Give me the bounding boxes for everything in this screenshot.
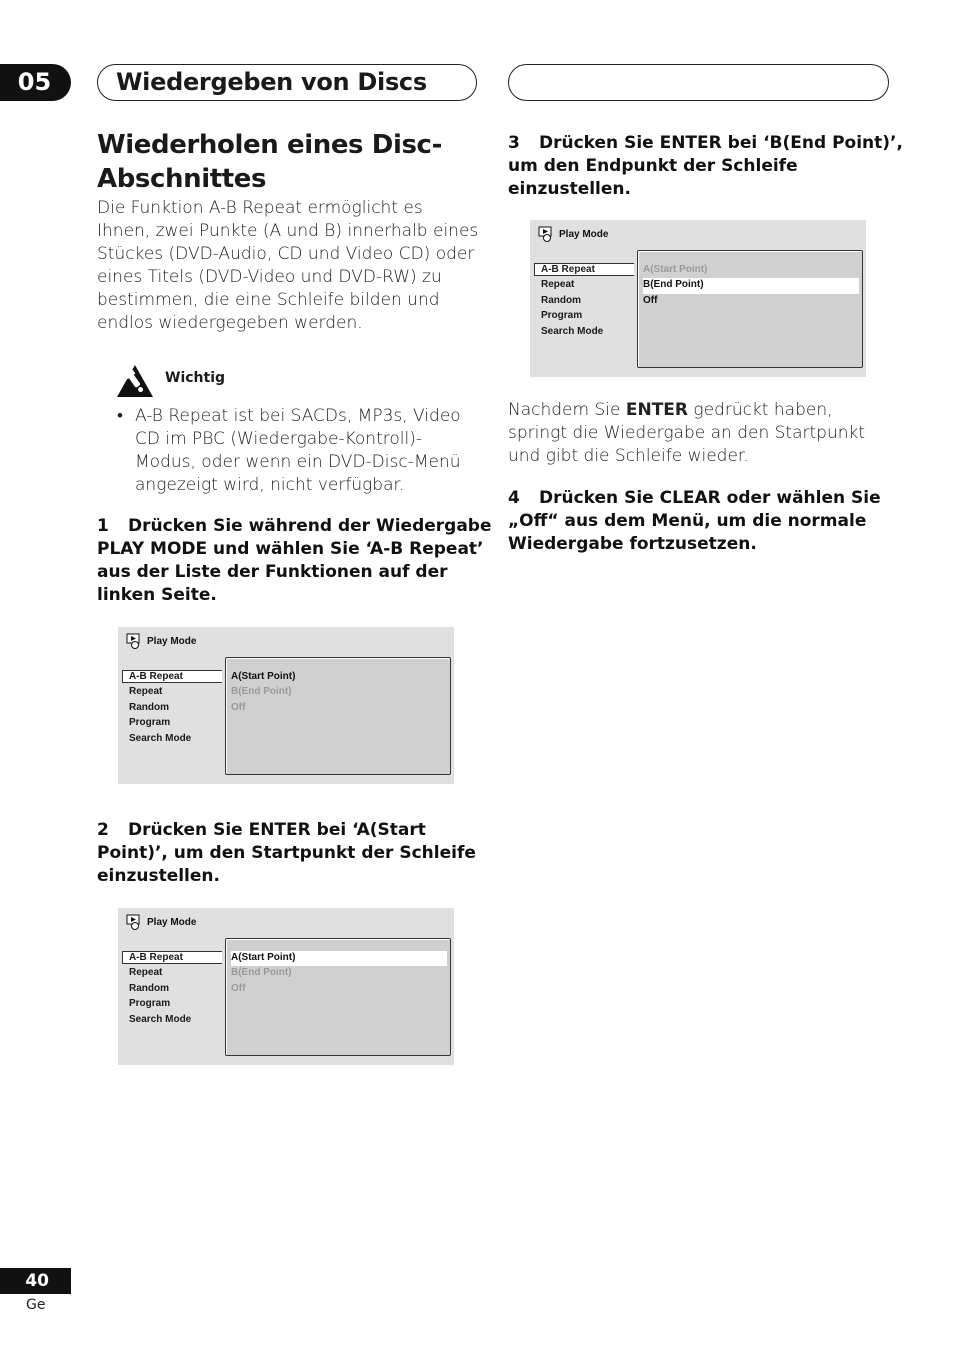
play-mode-icon bbox=[126, 633, 144, 649]
step-number: 4 bbox=[508, 488, 520, 508]
option-list bbox=[643, 263, 859, 309]
section-title-line1: Wiederholen eines Disc- bbox=[97, 130, 442, 160]
menu-item-repeat[interactable]: Repeat bbox=[129, 967, 163, 979]
important-line: Modus, oder wenn ein DVD-Disc-Menü bbox=[135, 452, 461, 472]
important-line: A-B Repeat ist bei SACDs, MP3s, Video bbox=[135, 406, 461, 426]
menu-item-ab-repeat[interactable]: A-B Repeat bbox=[129, 952, 183, 963]
intro-line: Stückes (DVD-Audio, CD und Video CD) oder bbox=[97, 244, 475, 264]
bullet-dot: • bbox=[117, 406, 123, 426]
step-line: Wiedergabe fortzusetzen. bbox=[508, 534, 757, 554]
page-number: 40 bbox=[0, 1268, 71, 1294]
intro-line: endlos wiedergegeben werden. bbox=[97, 313, 363, 333]
important-line: angezeigt wird, nicht verfügbar. bbox=[135, 475, 405, 495]
step-line: Drücken Sie während der Wiedergabe bbox=[128, 516, 492, 536]
after-enter-paragraph bbox=[508, 399, 908, 468]
menu-item-repeat[interactable]: Repeat bbox=[129, 686, 163, 698]
intro-line: bestimmen, die eine Schleife bilden und bbox=[97, 290, 440, 310]
intro-line: eines Titels (DVD-Video und DVD-RW) zu bbox=[97, 267, 442, 287]
option-start-point[interactable]: A(Start Point) bbox=[231, 671, 296, 682]
after-enter-post: gedrückt haben, bbox=[688, 400, 833, 420]
screen-title: Play Mode bbox=[126, 914, 196, 932]
step-number: 3 bbox=[508, 133, 520, 153]
important-label: Wichtig bbox=[165, 370, 226, 386]
step-3 bbox=[508, 132, 903, 201]
option-list bbox=[231, 670, 447, 716]
option-off[interactable]: Off bbox=[231, 982, 246, 994]
language-code: Ge bbox=[26, 1297, 46, 1313]
header-right-frame bbox=[508, 64, 889, 101]
menu-item-random[interactable]: Random bbox=[129, 982, 169, 994]
menu-item-program[interactable]: Program bbox=[541, 310, 583, 322]
chapter-number-badge: 05 bbox=[0, 64, 71, 101]
screen-title: Play Mode bbox=[126, 633, 196, 651]
option-end-point[interactable]: B(End Point) bbox=[231, 686, 292, 698]
step-line: Drücken Sie CLEAR oder wählen Sie bbox=[539, 488, 881, 508]
menu-item-random[interactable]: Random bbox=[541, 294, 581, 306]
function-menu bbox=[541, 263, 603, 340]
menu-item-program[interactable]: Program bbox=[129, 717, 171, 729]
after-enter-line: springt die Wiedergabe an den Startpunkt bbox=[508, 423, 866, 443]
option-start-point[interactable]: A(Start Point) bbox=[643, 264, 708, 275]
intro-line: Ihnen, zwei Punkte (A und B) innerhalb eines bbox=[97, 221, 479, 241]
section-title-line2: Abschnittes bbox=[97, 164, 267, 194]
intro-paragraph bbox=[97, 197, 487, 335]
screen-title: Play Mode bbox=[538, 226, 608, 244]
step-line: „Off“ aus dem Menü, um die normale bbox=[508, 511, 867, 531]
play-mode-icon bbox=[538, 226, 556, 242]
menu-item-random[interactable]: Random bbox=[129, 701, 169, 713]
step-line: aus der Liste der Funktionen auf der bbox=[97, 562, 448, 582]
after-enter-line: und gibt die Schleife wieder. bbox=[508, 446, 749, 466]
step-line: linken Seite. bbox=[97, 585, 217, 605]
play-mode-screen-3 bbox=[530, 220, 866, 377]
menu-item-repeat[interactable]: Repeat bbox=[541, 279, 575, 291]
step-line: PLAY MODE und wählen Sie ‘A-B Repeat’ bbox=[97, 539, 484, 559]
play-mode-screen-1 bbox=[118, 627, 454, 784]
function-menu bbox=[129, 670, 191, 747]
menu-item-search-mode[interactable]: Search Mode bbox=[129, 1013, 192, 1025]
step-4 bbox=[508, 487, 903, 556]
step-line: Drücken Sie ENTER bei ‘A(Start bbox=[128, 820, 426, 840]
intro-line: Die Funktion A-B Repeat ermöglicht es bbox=[97, 198, 423, 218]
play-mode-icon bbox=[126, 914, 144, 930]
important-text bbox=[135, 405, 485, 497]
menu-item-ab-repeat[interactable]: A-B Repeat bbox=[129, 671, 183, 682]
menu-item-search-mode[interactable]: Search Mode bbox=[541, 325, 604, 337]
enter-key-label: ENTER bbox=[625, 400, 688, 420]
step-2 bbox=[97, 819, 492, 888]
menu-item-program[interactable]: Program bbox=[129, 998, 171, 1010]
important-line: CD im PBC (Wiedergabe-Kontroll)- bbox=[135, 429, 422, 449]
option-end-point[interactable]: B(End Point) bbox=[231, 967, 292, 979]
step-line: um den Endpunkt der Schleife bbox=[508, 156, 798, 176]
menu-item-search-mode[interactable]: Search Mode bbox=[129, 732, 192, 744]
warning-icon bbox=[116, 364, 154, 398]
option-off[interactable]: Off bbox=[231, 701, 246, 713]
menu-item-ab-repeat[interactable]: A-B Repeat bbox=[541, 264, 595, 275]
option-end-point[interactable]: B(End Point) bbox=[643, 278, 859, 293]
after-enter-pre: Nachdem Sie bbox=[508, 400, 626, 420]
chapter-title: Wiedergeben von Discs bbox=[97, 64, 477, 101]
play-mode-screen-2 bbox=[118, 908, 454, 1065]
function-menu bbox=[129, 951, 191, 1028]
step-line: einzustellen. bbox=[508, 179, 631, 199]
step-line: Drücken Sie ENTER bei ‘B(End Point)’, bbox=[539, 133, 903, 153]
option-list bbox=[231, 951, 447, 997]
step-line: einzustellen. bbox=[97, 866, 220, 886]
step-number: 2 bbox=[97, 820, 109, 840]
section-title bbox=[97, 128, 477, 196]
option-off[interactable]: Off bbox=[643, 294, 658, 306]
step-number: 1 bbox=[97, 516, 109, 536]
step-1 bbox=[97, 515, 492, 607]
step-line: Point)’, um den Startpunkt der Schleife bbox=[97, 843, 476, 863]
option-start-point[interactable]: A(Start Point) bbox=[231, 951, 447, 966]
